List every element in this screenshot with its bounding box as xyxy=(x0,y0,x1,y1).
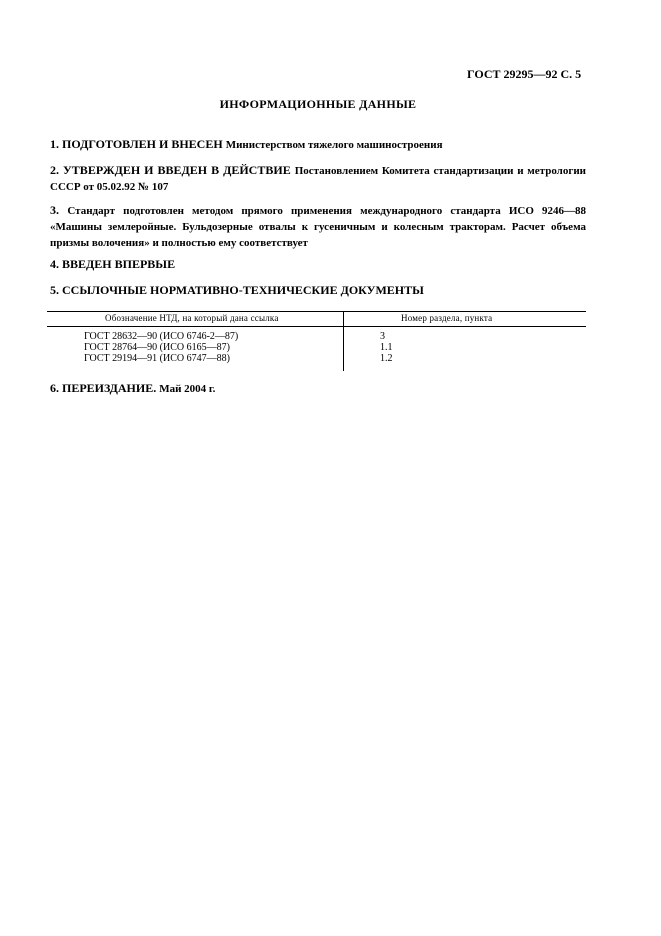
info-item-3 xyxy=(50,203,586,251)
page-header: ГОСТ 29295—92 С. 5 xyxy=(467,67,582,81)
table-top-rule xyxy=(47,311,586,312)
item-number: 2. xyxy=(50,163,59,177)
info-item-4 xyxy=(50,257,586,272)
document-title: ИНФОРМАЦИОННЫЕ ДАННЫЕ xyxy=(219,97,417,111)
table-header-section: Номер раздела, пункта xyxy=(401,313,493,323)
item-text: Май 2004 г. xyxy=(159,383,216,395)
references-table xyxy=(47,311,586,371)
item-number: 6. xyxy=(50,381,59,395)
reference-section: 1.2 xyxy=(380,353,393,364)
item-number: 5. xyxy=(50,283,59,297)
item-lead: ССЫЛОЧНЫЕ НОРМАТИВНО-ТЕХНИЧЕСКИЕ ДОКУМЕНТЫ xyxy=(62,283,424,297)
table-row xyxy=(47,331,586,342)
reference-section: 3 xyxy=(380,331,385,342)
table-row xyxy=(47,342,586,353)
info-item-2 xyxy=(50,163,586,195)
table-body xyxy=(47,331,586,364)
item-number: 4. xyxy=(50,257,59,271)
item-lead: ПЕРЕИЗДАНИЕ. xyxy=(62,381,157,395)
item-text: Стандарт подготовлен методом прямого применения международного стандарта ИСО 9246—88 «Машины землеройные. Бульдозерные отвалы к гусеничным и колесным тракторам. Расчет объема призмы волочения» и полностью ему соответствует xyxy=(50,205,587,249)
info-item-1 xyxy=(50,137,586,153)
reference-section: 1.1 xyxy=(380,342,393,353)
reference-document: ГОСТ 28764—90 (ИСО 6165—87) xyxy=(84,342,230,353)
info-item-5 xyxy=(50,283,586,298)
item-text: Министерством тяжелого машиностроения xyxy=(225,139,443,151)
item-lead: ПОДГОТОВЛЕН И ВНЕСЕН xyxy=(62,137,223,151)
item-lead: УТВЕРЖДЕН И ВВЕДЕН В ДЕЙСТВИЕ xyxy=(63,163,291,177)
item-lead: ВВЕДЕН ВПЕРВЫЕ xyxy=(62,257,176,271)
table-header-document: Обозначение НТД, на который дана ссылка xyxy=(105,313,279,323)
reference-document: ГОСТ 28632—90 (ИСО 6746-2—87) xyxy=(84,331,239,342)
item-text: Постановлением Комитета стандартизации и метрологии СССР от 05.02.92 № 107 xyxy=(50,165,587,193)
table-row xyxy=(47,353,586,364)
table-header-rule xyxy=(47,326,586,327)
item-number: 3. xyxy=(50,203,59,217)
reference-document: ГОСТ 29194—91 (ИСО 6747—88) xyxy=(84,353,230,364)
item-number: 1. xyxy=(50,137,59,151)
info-item-6 xyxy=(50,381,586,397)
